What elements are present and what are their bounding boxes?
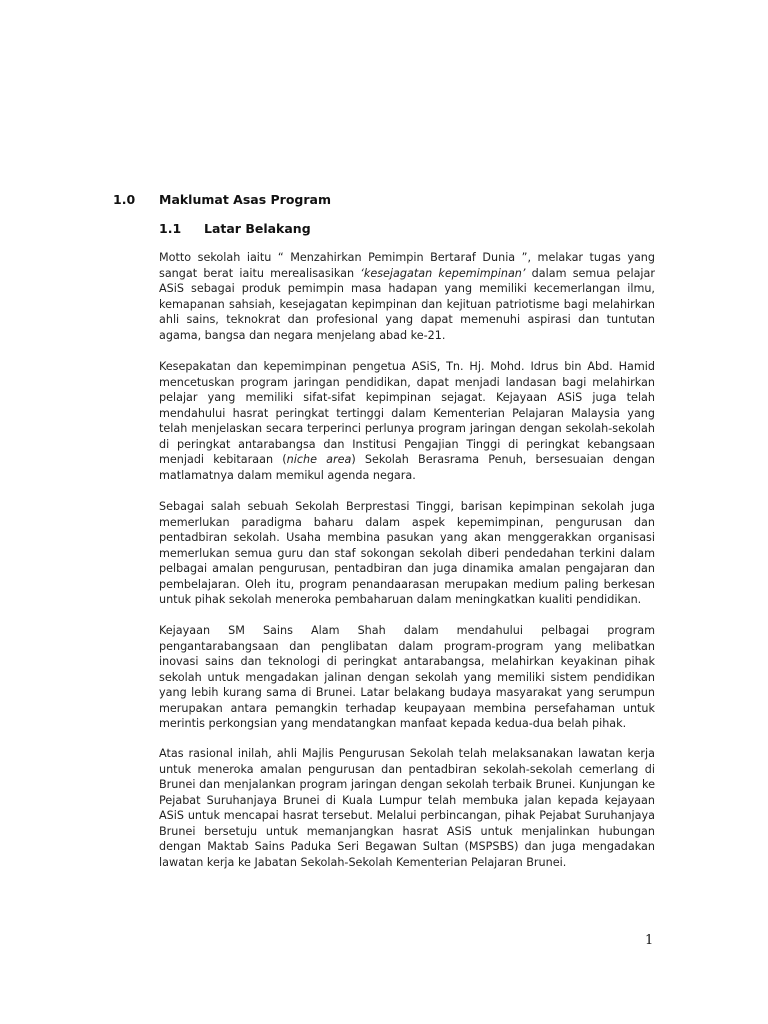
paragraph-motto [159,250,655,343]
paragraph-leadership-text-a: Kesepakatan dan kepemimpinan pengetua ASiS, Tn. Hj. Mohd. Idrus bin Abd. Hamid mencetuskan program jaringan pendidikan, dapat menjadi landasan bagi melahirkan pelajar yang memiliki sifat-sifat kepimpinan sejagat. Kejayaan ASiS juga telah mendahului hasrat peringkat tertinggi dalam Kementerian Pelajaran Malaysia yang telah menjelaskan secara terperinci perlunya program jaringan dengan sekolah-sekolah di peringkat antarabangsa dan Institusi Pengajian Tinggi di peringkat kebangsaan menjadi kebitaraan ( [159,360,655,466]
paragraph-leadership-text-b: ) Sekolah Berasrama Penuh, bersesuaian dengan matlamatnya dalam memikul agenda negara. [159,453,656,482]
paragraph-motto-text-b: dalam semua pelajar ASiS sebagai produk pemimpin masa hadapan yang memiliki kecemerlangan ilmu, kemapanan sahsiah, kesejagatan kepimpinan dan kejituan patriotisme bagi melahirkan ahli sains, teknokrat dan profesional yang dapat memenuhi aspirasi dan tuntutan agama, bangsa dan negara menjelang abad ke-21. [159,266,655,342]
paragraph-leadership [159,359,655,483]
paragraph-rationale: Atas rasional inilah, ahli Majlis Pengurusan Sekolah telah melaksanakan lawatan kerja untuk meneroka amalan pengurusan dan pentadbiran sekolah-sekolah cemerlang di Brunei dan menjalankan program jaringan dengan sekolah terbaik Brunei. Kunjungan ke Pejabat Suruhanjaya Brunei di Kuala Lumpur telah membuka jalan kepada kejayaan ASiS untuk mencapai hasrat tersebut. Melalui perbincangan, pihak Pejabat Suruhanjaya Brunei bersetuju untuk memanjangkan hasrat ASiS untuk menjalinkan hubungan dengan Maktab Sains Paduka Seri Begawan Sultan (MSPSBS) dan juga mengadakan lawatan kerja ke Jabatan Sekolah-Sekolah Kementerian Pelajaran Brunei. [159,747,655,869]
paragraph-high-performance: Sebagai salah sebuah Sekolah Berprestasi Tinggi, barisan kepimpinan sekolah juga memerlukan paradigma baharu dalam aspek kepemimpinan, pengurusan dan pentadbiran sekolah. Usaha membina pasukan yang akan menggerakkan organisasi memerlukan semua guru dan staf sokongan sekolah diberi pendedahan terkini dalam pelbagai amalan pengurusan, pentadbiran dan juga dinamika amalan pengajaran dan pembelajaran. Oleh itu, program penandaarasan merupakan medium paling berkesan untuk pihak sekolah meneroka pembaharuan dalam meningkatkan kualiti pendidikan. [159,500,655,606]
paragraph-motto-emphasis: ‘kesejagatan kepemimpinan’ [360,266,526,280]
subsection-number: 1.1 [159,221,182,236]
page-number: 1 [645,933,654,948]
subsection-title: Latar Belakang [204,221,311,236]
section-number: 1.0 [113,192,136,207]
paragraph-motto-text-a: Motto sekolah iaitu “ Menzahirkan Pemimpin Bertaraf Dunia ”, melakar tugas yang sangat berat iaitu merealisasikan [159,251,655,280]
paragraph-leadership-emphasis: niche area [286,453,352,466]
paragraph-internationalisation: Kejayaan SM Sains Alam Shah dalam mendahului pelbagai program pengantarabangsaan dan penglibatan dalam program-program yang melibatkan inovasi sains dan teknologi di peringkat antarabangsa, melahirkan keyakinan pihak sekolah untuk mengadakan jalinan dengan sekolah yang memiliki sistem pendidikan yang lebih kurang sama di Brunei. Latar belakang budaya masyarakat yang serumpun merupakan antara pemangkin terhadap keupayaan membina persefahaman untuk merintis perkongsian yang mendatangkan manfaat kepada kedua-dua belah pihak. [159,624,655,730]
section-title: Maklumat Asas Program [159,192,331,207]
